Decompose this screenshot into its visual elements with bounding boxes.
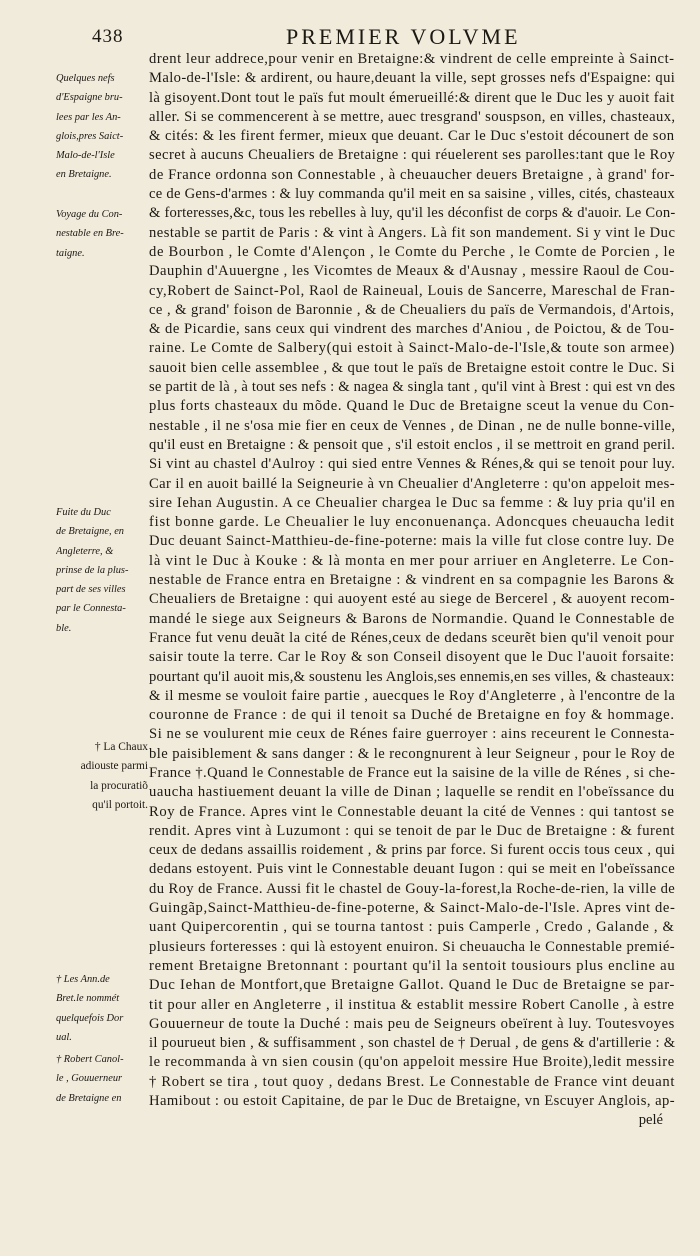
margin-note-line: la procuratiõ bbox=[90, 779, 148, 792]
body-text-line: & forteresses,&c, tous les rebelles à luy, qu'il les déconfist de corps & d'auoir. Le Con- bbox=[149, 205, 676, 222]
body-text-line: nestable de France entra en Bretaigne : & vindrent en sa compagnie les Barons & bbox=[149, 572, 675, 589]
body-text-line: ce de Gens-d'armes : & luy commanda qu'il meit en sa saisine , villes, cités, chasteaux bbox=[149, 186, 675, 203]
body-text-line: † Robert se tira , tout quoy , dedans Brest. Le Connestable de France vint deuant bbox=[149, 1073, 676, 1090]
body-text-line: sauoit bien celle assemblee , & que tout le païs de Bretaigne estoit contre le Duc. Si bbox=[149, 359, 675, 376]
margin-note bbox=[56, 1050, 148, 1108]
body-text-line: tit pour aller en Angleterre , il institua & establit messire Robert Canolle , à estre bbox=[149, 996, 675, 1013]
margin-note bbox=[56, 205, 148, 263]
body-text-line: Gouuerneur de toute la Duché : mais peu de Seigneurs obeïrent à luy. Toutesvoyes bbox=[149, 1015, 675, 1032]
body-text-line: plus forts chasteaux du mõde. Quand le Duc de Bretaigne sceut la venue du Con- bbox=[149, 398, 675, 415]
body-text-line: uant Quipercorentin , qui se tourna tantost : puis Camperle , Credo , Galande , & bbox=[149, 919, 675, 936]
body-text-line: Guingãp,Sainct-Matthieu-de-fine-poterne, & Sainct-Malo-de-l'Isle. Apres vint de- bbox=[149, 900, 676, 917]
body-text-line: Cheualiers de Bretaigne : qui auoyent esté au siege de Bercerel , & auoyent recom- bbox=[149, 591, 676, 608]
body-text-line: fist bonne garde. Le Cheualier le luy enconuenança. Adoncques cheuaucha ledit bbox=[149, 514, 675, 531]
margin-note-line: † La Chaux bbox=[94, 741, 148, 753]
margin-note-line: qu'il portoit. bbox=[92, 798, 148, 811]
margin-note-line: adiouste parmi bbox=[80, 760, 148, 773]
margin-note-line: Malo-de-l'Isle bbox=[56, 150, 115, 162]
body-text-line: France †.Quand le Connestable de France eut la saisine de la ville de Rénes , si che- bbox=[149, 764, 676, 781]
body-text-line: Duc Iehan de Montfort,que Bretaigne Gallot. Quand le Duc de Bretaigne se par- bbox=[149, 977, 676, 994]
margin-note-line: Fuite du Duc bbox=[56, 507, 111, 518]
margin-note-line: Angleterre, & bbox=[56, 545, 114, 557]
running-title: PREMIER VOLVME bbox=[286, 24, 521, 49]
body-text-line: secret à aucuns Cheualiers de Bretaigne : qui réuelerent ses parolles:tant que le Roy bbox=[149, 147, 676, 164]
page-number: 438 bbox=[92, 26, 124, 47]
margin-note-line: ual. bbox=[56, 1031, 72, 1043]
margin-note-line: d'Espaigne bru- bbox=[56, 92, 123, 104]
body-text-line: Roy de France. Apres vint le Connestable deuant la cité de Vennes : qui tantost se bbox=[149, 803, 675, 820]
margin-note bbox=[56, 970, 148, 1047]
body-text-line: rement Bretaigne Bretonnant : pourtant qu'il la sentoit tousiours plus encline au bbox=[149, 957, 676, 974]
margin-note-line: prinse de la plus- bbox=[56, 564, 129, 576]
body-text-line: sire Iehan Augustin. A ce Cheualier chargea le Duc sa femme : & luy pria qu'il en bbox=[149, 494, 676, 511]
body-text-line: qu'il eust en Bretaigne : & pensoit que , s'il estoit enclos , il se mettroit en grand peril. bbox=[149, 436, 676, 453]
body-text-line: aller. Si se commencerent à se mettre, auec tresgrand' souspson, en villes, chasteaux, bbox=[149, 108, 676, 125]
body-text-line: nestable , il ne s'osa mie fier en ceux de Vennes , de Dinan , ne de nulle bonne-ville, bbox=[149, 417, 676, 434]
body-text-line: plusieurs forteresses : qui là estoyent enuiron. Si cheuaucha le Connestable premié- bbox=[149, 938, 676, 955]
body-text bbox=[149, 50, 677, 1131]
body-text-line: ceux de dedans assaillis roidement , & prins par force. Si furent occis tous ceux , qui bbox=[149, 842, 676, 859]
body-text-line: là gisoyent.Dont tout le païs fut moult émerueillé:& dirent que le Duc les y auoit fait bbox=[149, 89, 675, 106]
body-text-line: & il mesme se vouloit faire partie , auecques le Roy d'Angleterre , à l'encontre de la bbox=[149, 687, 676, 704]
body-text-line: de France ordonna son Connestable , à cheuaucher deuers Bretaigne , à grand' for- bbox=[149, 166, 676, 183]
margin-note-line: glois,pres Saict- bbox=[56, 130, 124, 142]
body-text-line: ble paisiblement & sans danger : & le recongnurent à leur Seigneur , pour le Roy de bbox=[149, 745, 675, 762]
margin-note bbox=[56, 69, 148, 185]
margin-note-line: de Bretaigne en bbox=[56, 1092, 122, 1104]
body-text-line: Si vint au chastel d'Aulroy : qui sied entre Vennes & Rénes,& qui se tenoit pour luy. bbox=[149, 456, 676, 473]
body-text-line: couronne de France : de qui il tenoit sa Duché de Bretaigne en foy & hommage. bbox=[149, 707, 675, 724]
margin-note-line: ble. bbox=[56, 622, 72, 634]
body-text-line: du Roy de France. Aussi fit le chastel de Gouy-la-forest,la Roche-de-rien, la ville de bbox=[149, 880, 676, 897]
margin-note-line: nestable en Bre- bbox=[56, 228, 124, 240]
page-header bbox=[0, 24, 700, 50]
body-text-line: ce , & grand' foison de Baronnie , & de Cheualiers du païs de Vermandois, d'Artois, bbox=[149, 301, 675, 318]
body-text-line: nestable se partit de Paris : & vint à Angers. Là fit son mandement. Si y vint le Duc bbox=[149, 224, 676, 241]
body-text-line: se partit de là , à tout ses nefs : & nagea & singla tant , qu'il vint à Brest : qui est vn des bbox=[149, 379, 676, 396]
body-text-line: Si ne se voulurent mie ceux de Rénes faire guerroyer : ains receurent le Connesta- bbox=[149, 726, 675, 743]
body-text-line: saisir toute la terre. Car le Roy & son Conseil disoyent que le Duc l'auoit forsaite: bbox=[149, 649, 675, 666]
body-text-line: dedans estoyent. Puis vint le Connestable deuant Iugon : qui se meit en l'obeïssance bbox=[149, 861, 676, 878]
margin-note-line: Quelques nefs bbox=[56, 73, 115, 84]
margin-note-line: part de ses villes bbox=[56, 584, 126, 596]
margin-note-line: lees par les An- bbox=[56, 111, 121, 123]
body-text-line: & cités: & les firent fermer, mieux que deuant. Car le Duc s'estoit décounert de son bbox=[149, 128, 675, 145]
margin-note-line: taigne. bbox=[56, 247, 85, 259]
body-text-line: raine. Le Comte de Salbery(qui estoit à Sainct-Malo-de-l'Isle,& toute son armee) bbox=[149, 340, 675, 357]
body-text-line: mandé le siege aux Seigneurs & Barons de Normandie. Quand le Connestable de bbox=[149, 610, 675, 627]
margin-note-line: Voyage du Con- bbox=[56, 209, 123, 220]
body-text-line: Dauphin d'Auuergne , les Vicomtes de Meaux & d'Ausnay , messire Raoul de Cou- bbox=[149, 263, 675, 280]
body-text-line: Malo-de-l'Isle: & ardirent, ou haure,deuant la ville, sept grosses nefs d'Espaigne: qui bbox=[149, 70, 676, 87]
margin-note-line: Bret.le nommét bbox=[56, 993, 120, 1005]
body-text-line: là vint le Duc à Kouke : & là monta en mer pour arriuer en Angleterre. Le Con- bbox=[149, 552, 675, 569]
body-text-line: rendit. Apres vint à Luzumont : qui se tenoit de par le Duc de Bretaigne : & furent bbox=[149, 822, 676, 839]
body-text-line: Car il en auoit baillé la Seigneurie à vn Cheualier d'Angleterre : qu'on appeloit mes- bbox=[149, 475, 675, 492]
body-text-line: & de Picardie, sans ceux qui vindrent des marches d'Aniou , de Poictou, & de Tou- bbox=[149, 321, 675, 338]
body-text-line: de Bourbon , le Comte d'Alençon , le Comte du Perche , le Comte de Porcien , le bbox=[149, 243, 676, 260]
body-text-line: uaucha hastiuement deuant la ville de Dinan ; laquelle se rendit en l'obeïssance du bbox=[149, 784, 675, 801]
body-text-line: drent leur addrece,pour venir en Bretaigne:& vindrent de celle empreinte à Sainct- bbox=[149, 51, 675, 67]
body-text-line: Hamibout : ou estoit Capitaine, de par le Duc de Bretaigne, vn Escuyer Anglois, ap- bbox=[149, 1093, 676, 1110]
body-text-line: il pourueut bien , & suffisamment , son chastel de † Derual , de gens & d'artillerie : & bbox=[149, 1035, 676, 1052]
margin-note-line: le , Gouuerneur bbox=[56, 1073, 123, 1085]
margin-note bbox=[56, 503, 148, 638]
margin-note-line: de Bretaigne, en bbox=[56, 526, 124, 538]
margin-note bbox=[56, 738, 148, 815]
body-text-line: pelé bbox=[638, 1112, 663, 1129]
body-text-line: France fut venu deuãt la cité de Rénes,ceux de dedans sceurẽt bien qu'il venoit pour bbox=[149, 629, 675, 646]
margin-note-line: quelquefois Dor bbox=[56, 1012, 124, 1024]
margin-note-line: en Bretaigne. bbox=[56, 169, 112, 181]
body-text-line: pourtant qu'il auoit mis,& soustenu les Anglois,ses ennemis,en ses villes, & chasteaux: bbox=[149, 668, 675, 685]
margin-note-line: † Les Ann.de bbox=[56, 974, 110, 985]
margin-note-line: par le Connesta- bbox=[56, 603, 126, 615]
body-text-line: Duc deuant Sainct-Matthieu-de-fine-poterne: mais la ville fut close contre luy. De bbox=[149, 533, 675, 550]
body-text-line: le recommanda à vn sien cousin (qu'on appeloit messire Hue Broite),ledit messire bbox=[149, 1054, 675, 1071]
body-text-line: cy,Robert de Sainct-Pol, Raol de Raineual, Louis de Sancerre, Mareschal de Fran- bbox=[149, 282, 676, 299]
margin-note-line: † Robert Canol- bbox=[56, 1054, 124, 1065]
